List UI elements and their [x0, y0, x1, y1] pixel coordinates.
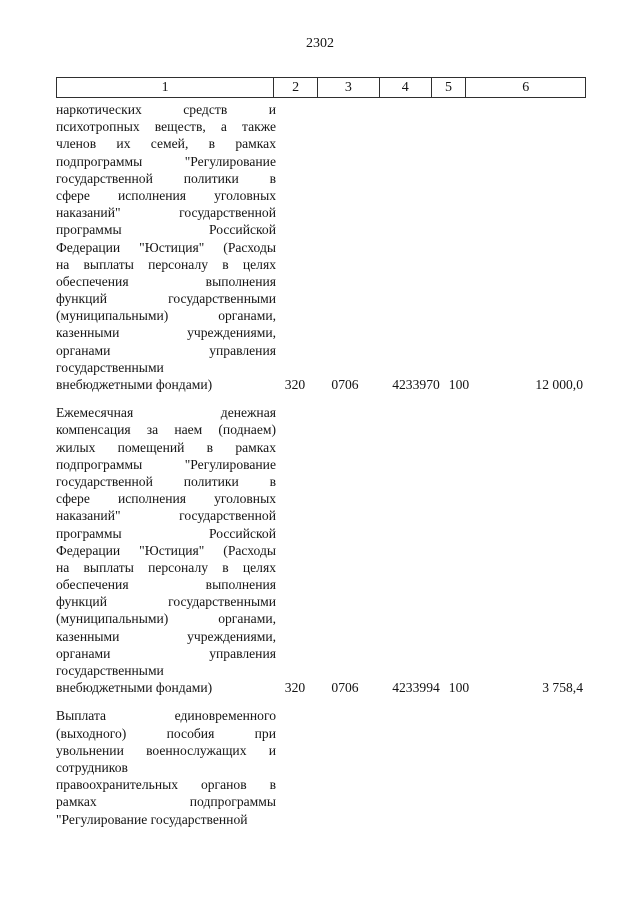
entry-text-line: "Регулирование государственной	[56, 811, 248, 827]
entry-text-line: Ежемесячная денежная	[56, 405, 276, 421]
header-cell-2: 2	[273, 78, 317, 97]
entry-text-line: внебюджетными фондами)	[56, 680, 213, 696]
entry-text-line: государственными	[56, 663, 164, 678]
entry-text-line: (муниципальными) органами,	[56, 611, 276, 627]
col5-value: 100	[448, 377, 470, 392]
header-cell-4: 4	[379, 78, 431, 97]
entry-text-line: (выходного) пособия при	[56, 725, 276, 741]
entry-text-line: казенными учреждениями,	[56, 628, 276, 644]
entry-text-line: органами управления	[56, 645, 276, 661]
col2-value: 320	[284, 377, 306, 392]
entry-text-line: государственной политики в	[56, 473, 276, 489]
entry-text-line: Федерации "Юстиция" (Расходы	[56, 542, 276, 558]
entry-values	[56, 679, 586, 696]
entry-text-line: правоохранительных органов в	[56, 777, 276, 793]
entry-text-line: государственной политики в	[56, 170, 276, 186]
header-cell-5: 5	[431, 78, 466, 97]
entry-values	[56, 376, 586, 393]
col5-value: 100	[448, 680, 470, 696]
entry-text-line: подпрограммы "Регулирование	[56, 153, 276, 169]
amount-value: 12 000,0	[535, 377, 583, 392]
header-cell-3: 3	[317, 78, 379, 97]
entry-text-line: обеспечения выполнения	[56, 273, 276, 289]
col4-value: 4233994	[392, 680, 440, 696]
entry-text-line: Федерации "Юстиция" (Расходы	[56, 239, 276, 255]
entry-text-line: программы Российской	[56, 222, 276, 238]
entry-text-line: наказаний" государственной	[56, 508, 276, 524]
entry-text-line: функций государственными	[56, 594, 276, 610]
table-body	[56, 101, 586, 828]
entry-text	[56, 404, 276, 696]
entry-text-line: психотропных веществ, а также	[56, 119, 276, 135]
entry-text-line: государственными	[56, 359, 164, 375]
entry-text-line: (муниципальными) органами,	[56, 308, 276, 324]
entry-text-line: обеспечения выполнения	[56, 577, 276, 593]
entry-text-line: сфере исполнения уголовных	[56, 187, 276, 203]
entry-text-line: увольнении военнослужащих и	[56, 742, 276, 758]
entry-text-line: органами управления	[56, 342, 276, 358]
header-cell-1: 1	[161, 80, 169, 95]
entry-text	[56, 101, 276, 393]
entry-text-line: компенсация за наем (поднаем)	[56, 422, 276, 438]
entry-text-line: сотрудников	[56, 759, 128, 775]
budget-table	[56, 77, 586, 839]
col3-value: 0706	[331, 377, 359, 392]
entry-text-line: внебюджетными фондами)	[56, 377, 213, 392]
col2-value: 320	[284, 680, 306, 696]
entry-text-line: Выплата единовременного	[56, 708, 276, 724]
entry-row	[56, 101, 586, 393]
col4-value: 4233970	[392, 377, 440, 392]
entry-text-line: программы Российской	[56, 525, 276, 541]
entry-text-line: жилых помещений в рамках	[56, 439, 276, 455]
entry-text-line: казенными учреждениями,	[56, 325, 276, 341]
entry-text-line: подпрограммы "Регулирование	[56, 456, 276, 472]
header-cell-6: 6	[465, 78, 585, 97]
amount-value: 3 758,4	[542, 680, 583, 696]
entry-text-line: рамках подпрограммы	[56, 794, 276, 810]
entry-text-line: сфере исполнения уголовных	[56, 491, 276, 507]
entry-text-line: наказаний" государственной	[56, 205, 276, 221]
page-number: 2302	[306, 36, 334, 51]
entry-text-line: членов их семей, в рамках	[56, 136, 276, 152]
col3-value: 0706	[331, 680, 359, 696]
entry-text	[56, 707, 276, 827]
entry-text-line: на выплаты персоналу в целях	[56, 559, 276, 575]
entry-text-line: на выплаты персоналу в целях	[56, 256, 276, 272]
entry-text-line: функций государственными	[56, 291, 276, 307]
entry-row	[56, 707, 586, 827]
entry-text-line: наркотических средств и	[56, 102, 276, 117]
entry-row	[56, 404, 586, 696]
table-header-row	[56, 77, 586, 98]
